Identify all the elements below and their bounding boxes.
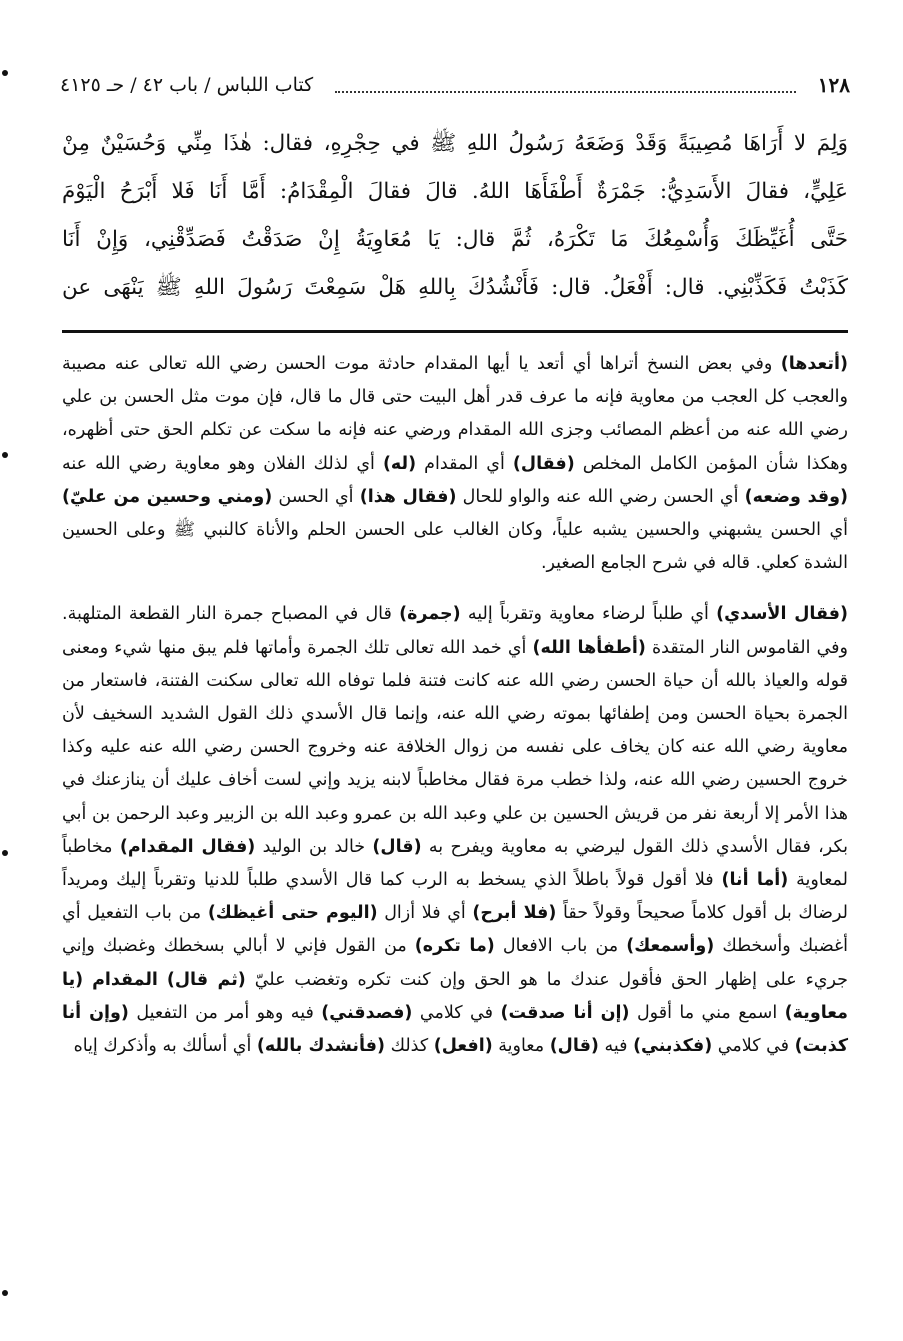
margin-mark: [2, 1290, 8, 1296]
commentary-lemma: (أتعدها): [780, 354, 848, 374]
commentary-lemma: (قال): [549, 1036, 599, 1057]
hadith-line: كَذَبْتُ فَكَذِّبْنِي. قال: أَفْعَلُ. قال: فَأَنْشُدُكَ بِاللهِ هَلْ سَمِعْتَ رَسُولَ اللهِ ﷺ يَنْهَى عن: [62, 275, 848, 300]
commentary-lemma: (إن أنا صدقت): [500, 1002, 630, 1023]
page-header: [60, 68, 850, 102]
commentary-lemma: المقدام: [92, 969, 158, 990]
commentary-lemma: (فقال المقدام): [119, 836, 256, 857]
commentary-paragraph-1: [62, 348, 848, 580]
commentary-lemma: (وقد وضعه): [744, 486, 849, 507]
commentary-lemma: (ومني وحسين من عليّ): [62, 486, 273, 507]
commentary-text: أي فلا أزال: [377, 903, 473, 924]
commentary-lemma: (ما تكره): [414, 936, 495, 957]
commentary-lemma: (فلا أبرح): [472, 903, 557, 924]
separator-rule: [62, 330, 848, 333]
margin-mark: [2, 70, 8, 76]
commentary-lemma: (أما أنا): [721, 870, 789, 891]
commentary-text: أي لذلك الفلان وهو معاوية رضي الله عنه: [62, 453, 383, 474]
hadith-line: عَلِيٍّ، فقالَ الأَسَدِيُّ: جَمْرَةٌ أَطْفَأَهَا اللهُ. قالَ فقالَ الْمِقْدَامُ: أَمَّا أَنَا فَلا أَبْرَحُ الْيَوْمَ: [62, 179, 848, 204]
commentary-text: فلا أقول قولاً باطلاً الذي يسخط به الرب كما قال الأسدي طلباً للدنيا وتقرباً إليك ومريداً لرضاك بل أقول كلاماً صحيحاً وقولاً حقاً: [62, 870, 848, 924]
commentary-lemma: (فكذبني): [633, 1036, 713, 1057]
commentary-lemma: (له): [382, 453, 417, 474]
commentary-text: أي الحسن رضي الله عنه والواو للحال: [456, 486, 745, 507]
commentary-text: كذلك: [385, 1036, 434, 1057]
hadith-text: [62, 120, 848, 312]
commentary-lemma: (افعل): [433, 1036, 493, 1057]
commentary-text: في كلامي: [412, 1002, 501, 1023]
commentary-text: اسمع مني ما أقول: [629, 1002, 785, 1023]
commentary-lemma: (جمرة): [399, 604, 461, 625]
commentary-text: فيه: [598, 1036, 634, 1057]
margin-mark: [2, 850, 8, 856]
commentary-text: أي الحسن: [272, 486, 360, 507]
commentary-text: مخاطباً لمعاوية: [62, 836, 848, 891]
commentary-text: وفي بعض النسخ أتراها أي أتعد يا أيها المقدام حادثة موت الحسن رضي الله تعالى عنه مصيبة والعجب كل العجب من معاوية فإنه ما عرف قدر أهل البيت حتى قال ما قال، فإن موت مثل الحسن بن علي رضي الله عنه من أعظم المصائب وجزى الله المقدام ورضي عنه فإنه ما سكت عن تكلم الحق حتى أظهره، وهكذا شأن المؤمن الكامل المخلص: [62, 354, 848, 474]
commentary-lemma: (فقال هذا): [359, 486, 457, 507]
commentary-text: من القول فإني لا أبالي بسخطك وغضبك وإني جريء على إظهار الحق فأقول عندك ما هو الحق وإن كنت تكره وتغضب عليّ: [62, 936, 848, 990]
page-number: ١٢٨: [817, 73, 850, 97]
commentary-lemma: (ثم قال): [166, 969, 246, 990]
commentary-text: في كلامي: [712, 1036, 795, 1057]
margin-mark: [2, 452, 8, 458]
commentary-lemma: (وإن أنا كذبت): [62, 1002, 848, 1057]
commentary-text: أي الحسن يشبهني والحسين يشبه علياً، وكان الغالب على الحسن الحلم والأناة كالنبي ﷺ وعلى الحسين الشدة كعلي. قاله في شرح الجامع الصغير.: [62, 520, 848, 574]
commentary-lemma: (وأسمعك): [626, 936, 715, 957]
commentary-lemma: (يا معاوية): [62, 969, 849, 1023]
dotted-leader: [335, 77, 796, 93]
commentary-text: معاوية: [492, 1036, 550, 1057]
running-title: كتاب اللباس / باب ٤٢ / حـ ٤١٢٥: [60, 74, 314, 96]
commentary-text: أي المقدام: [416, 453, 513, 474]
commentary-text: أي خمد الله تعالى تلك الجمرة وأماتها فلم يبق منها شيء ومعنى قوله والعياذ بالله أن حياة الحسن رضي الله عنه كانت فتنة فلما توفاه الله تعالى سكنت الفتنة، فاستعار من الجمرة بحياة الحسن ومن إطفائها بموته رضي الله عنه، وإنما قال الأسدي ذلك القول الشديد السخيف لأن معاوية رضي الله عنه كان يخاف على نفسه من زوال الخلافة عنه وخروج الحسن رضي الله عنه عليه وكذا خروج الحسين رضي الله عنه، ولذا خطب مرة فقال مخاطباً لابنه يزيد وإني لست أخاف عليك أن ينازعنك في هذا الأمر إلا أربعة نفر من قريش الحسين بن علي وعبد الله بن عمرو وعبد الله بن الزبير وعبد الرحمن بن أبي بكر، فقال الأسدي ذلك القول ليرضي به معاوية ويفرح به: [62, 637, 848, 857]
commentary-text: فيه وهو أمر من التفعيل: [128, 1002, 322, 1023]
commentary: [62, 348, 848, 1063]
commentary-lemma: (فقال الأسدي): [716, 604, 848, 625]
commentary-text: من باب الافعال: [494, 936, 627, 957]
commentary-text: قال في المصباح جمرة النار القطعة المتلهبة. وفي القاموس النار المتقدة: [62, 604, 848, 658]
hadith-line: وَلِمَ لا أَرَاهَا مُصِيبَةً وَقَدْ وَضَعَهُ رَسُولُ اللهِ ﷺ في حِجْرِهِ، فقال: هٰذَا مِنِّي وَحُسَيْنٌ مِنْ: [62, 131, 848, 156]
commentary-lemma: (قال): [372, 836, 422, 857]
commentary-lemma: (اليوم حتى أغيظك): [207, 903, 378, 924]
commentary-lemma: (فقال): [512, 453, 575, 474]
hadith-line: حَتَّى أُغَيِّظَكَ وَأُسْمِعُكَ مَا تَكْرَهُ، ثُمَّ قال: يَا مُعَاوِيَةُ إِنْ صَدَقْتُ فَصَدِّقْنِي، وَإِنْ أَنَا: [62, 227, 848, 252]
commentary-text: أي أسألك به وأذكرك إياه: [73, 1036, 257, 1057]
commentary-paragraph-2: [62, 598, 848, 1063]
commentary-lemma: (أطفأها الله): [532, 637, 646, 658]
commentary-text: [158, 970, 167, 990]
commentary-text: أي طلباً لرضاء معاوية وتقرباً إليه: [460, 604, 717, 625]
commentary-text: [83, 970, 92, 990]
commentary-lemma: (فصدقني): [321, 1002, 413, 1023]
commentary-text: خالد بن الوليد: [255, 836, 373, 857]
commentary-lemma: (فأنشدك بالله): [256, 1036, 386, 1057]
commentary-text: من باب التفعيل أي أغضبك وأسخطك: [62, 903, 849, 957]
